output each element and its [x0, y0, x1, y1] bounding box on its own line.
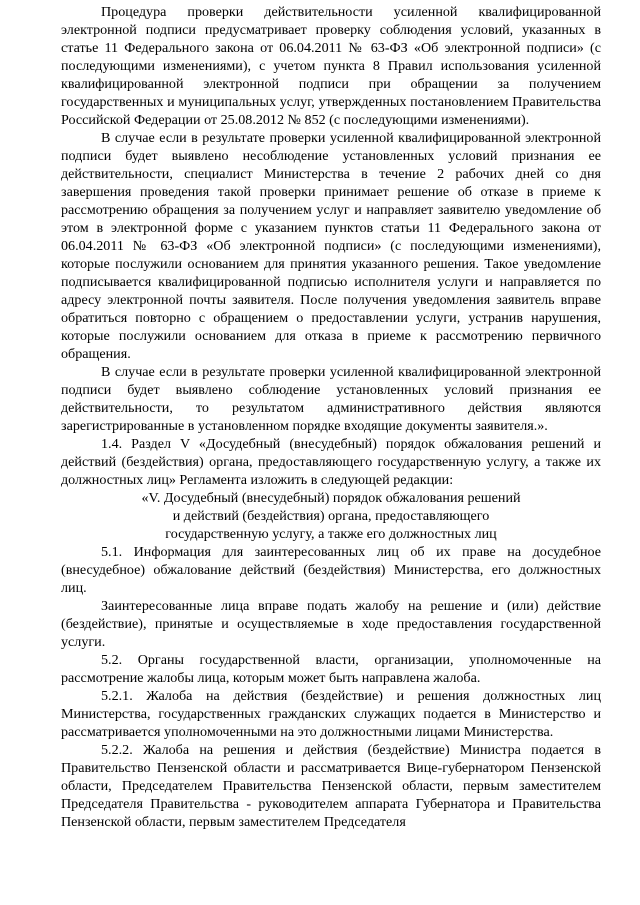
- section-heading-line-3: государственную услугу, а также его должностных лиц: [165, 526, 497, 542]
- paragraph-section-amendment: 1.4. Раздел V «Досудебный (внесудебный) порядок обжалования решений и действий (бездействия) органа, предоставляющего государственную услугу, а также их должностных лиц» Регламента изложить в следующей редакции:: [61, 436, 601, 488]
- paragraph-signature-valid: В случае если в результате проверки усиленной квалифицированной электронной подписи будет выявлено соблюдение установленных условий признания ее действительности, то результатом административного действия являются зарегистрированные в установленном порядке входящие документы заявителя.».: [61, 364, 601, 434]
- document-page: [61, 3, 601, 831]
- section-heading-line-1: «V. Досудебный (внесудебный) порядок обжалования решений: [141, 490, 521, 506]
- paragraph-5-2: 5.2. Органы государственной власти, организации, уполномоченные на рассмотрение жалобы лица, которым может быть направлена жалоба.: [61, 652, 601, 686]
- paragraph-5-2-1: 5.2.1. Жалоба на действия (бездействие) и решения должностных лиц Министерства, государственных гражданских служащих подается в Министерство и рассматривается уполномоченными на это должностными лицами Министерства.: [61, 688, 601, 740]
- paragraph-5-1: 5.1. Информация для заинтересованных лиц об их праве на досудебное (внесудебное) обжалование действий (бездействия) Министерства, его должностных лиц.: [61, 544, 601, 596]
- paragraph-signature-invalid: В случае если в результате проверки усиленной квалифицированной электронной подписи будет выявлено несоблюдение установленных условий признания ее действительности, специалист Министерства в течение 2 рабочих дней со дня завершения проведения такой проверки принимает решение об отказе в приеме к рассмотрению обращения за получением услуг и направляет заявителю уведомление об этом в электронной форме с указанием пунктов статьи 11 Федерального закона от 06.04.2011 № 63-ФЗ «Об электронной подписи» (с последующими изменениями), которые послужили основанием для принятия указанного решения. Такое уведомление подписывается квалифицированной подписью исполнителя услуги и направляется по адресу электронной почты заявителя. После получения уведомления заявитель вправе обратиться повторно с обращением о предоставлении услуги, устранив нарушения, которые послужили основанием для отказа в приеме к рассмотрению первичного обращения.: [61, 130, 601, 362]
- paragraph-5-2-2: 5.2.2. Жалоба на решения и действия (бездействие) Министра подается в Правительство Пензенской области и рассматривается Вице-губернатором Пензенской области, Председателем Правительства Пензенской области, первым заместителем Председателя Правительства - руководителем аппарата Губернатора и Правительства Пензенской области, первым заместителем Председателя: [61, 742, 601, 830]
- section-heading-line-2: и действий (бездействия) органа, предоставляющего: [172, 508, 490, 524]
- section-heading: [61, 489, 601, 543]
- paragraph-complaint-right: Заинтересованные лица вправе подать жалобу на решение и (или) действие (бездействие), принятые и осуществляемые в ходе предоставления государственной услуги.: [61, 598, 601, 650]
- paragraph-signature-verification: Процедура проверки действительности усиленной квалифицированной электронной подписи предусматривает проверку соблюдения условий, указанных в статье 11 Федерального закона от 06.04.2011 № 63-ФЗ «Об электронной подписи» (с последующими изменениями), с учетом пункта 8 Правил использования усиленной квалифицированной электронной подписи при обращении за получением государственных и муниципальных услуг, утвержденных постановлением Правительства Российской Федерации от 25.08.2012 № 852 (с последующими изменениями).: [61, 4, 601, 128]
